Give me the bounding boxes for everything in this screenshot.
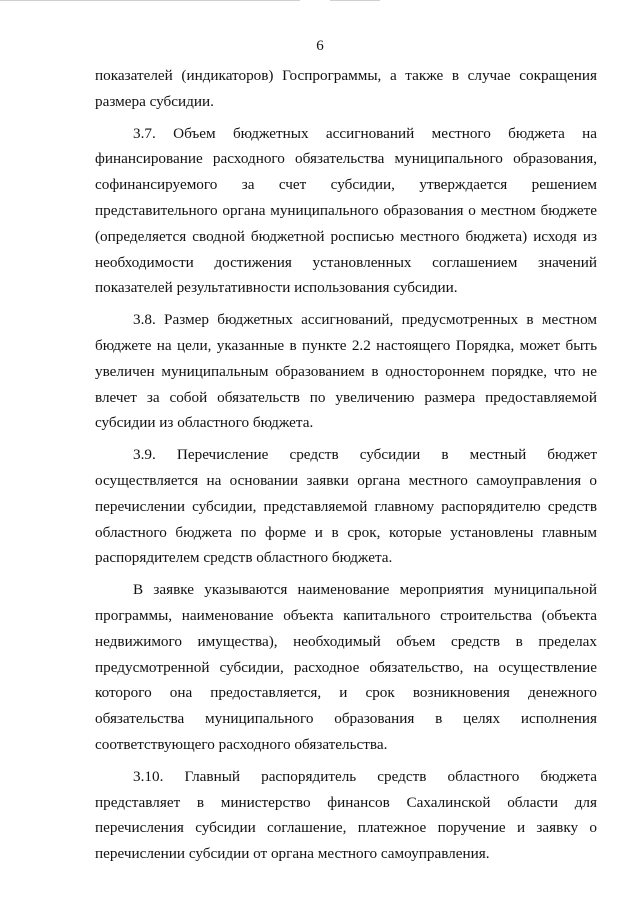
paragraph-request-contents: В заявке указываются наименование мероприятия муниципальной программы, наименование объекта капитального строительства (объекта недвижимого имущества), необходимый объем средств в пределах предусмотренной субсидии, расходное обязательство, на осуществление которого она предоставляется, и срок возникновения денежного обязательства муниципального образования в целях исполнения соответствующего расходного обязательства. [95, 581, 597, 753]
page-number: 6 [316, 38, 324, 54]
paragraph-3-10: 3.10. Главный распорядитель средств областного бюджета представляет в министерство финансов Сахалинской области для перечисления субсидии соглашение, платежное поручение и заявку о перечислении субсидии от органа местного самоуправления. [95, 767, 597, 863]
scan-edge-line-right [330, 0, 380, 1]
paragraph-continuation: показателей (индикаторов) Госпрограммы, а также в случае сокращения размера субсидии. [95, 67, 597, 110]
scan-edge-line-left [0, 0, 300, 1]
document-body [95, 63, 597, 867]
paragraph-3-8: 3.8. Размер бюджетных ассигнований, предусмотренных в местном бюджете на цели, указанные в пункте 2.2 настоящего Порядка, может быть увеличен муниципальным образованием в одностороннем порядке, что не влечет за собой обязательств по увеличению размера предоставляемой субсидии из областного бюджета. [95, 311, 597, 432]
paragraph-3-9: 3.9. Перечисление средств субсидии в местный бюджет осуществляется на основании заявки органа местного самоуправления о перечислении субсидии, представляемой главному распорядителю средств областного бюджета по форме и в срок, которые установлены главным распорядителем средств областного бюджета. [95, 446, 597, 567]
paragraph-3-7: 3.7. Объем бюджетных ассигнований местного бюджета на финансирование расходного обязательства муниципального образования, софинансируемого за счет субсидии, утверждается решением представительного органа муниципального образования о местном бюджете (определяется сводной бюджетной росписью местного бюджета) исходя из необходимости достижения установленных соглашением значений показателей результативности использования субсидии. [95, 124, 597, 297]
